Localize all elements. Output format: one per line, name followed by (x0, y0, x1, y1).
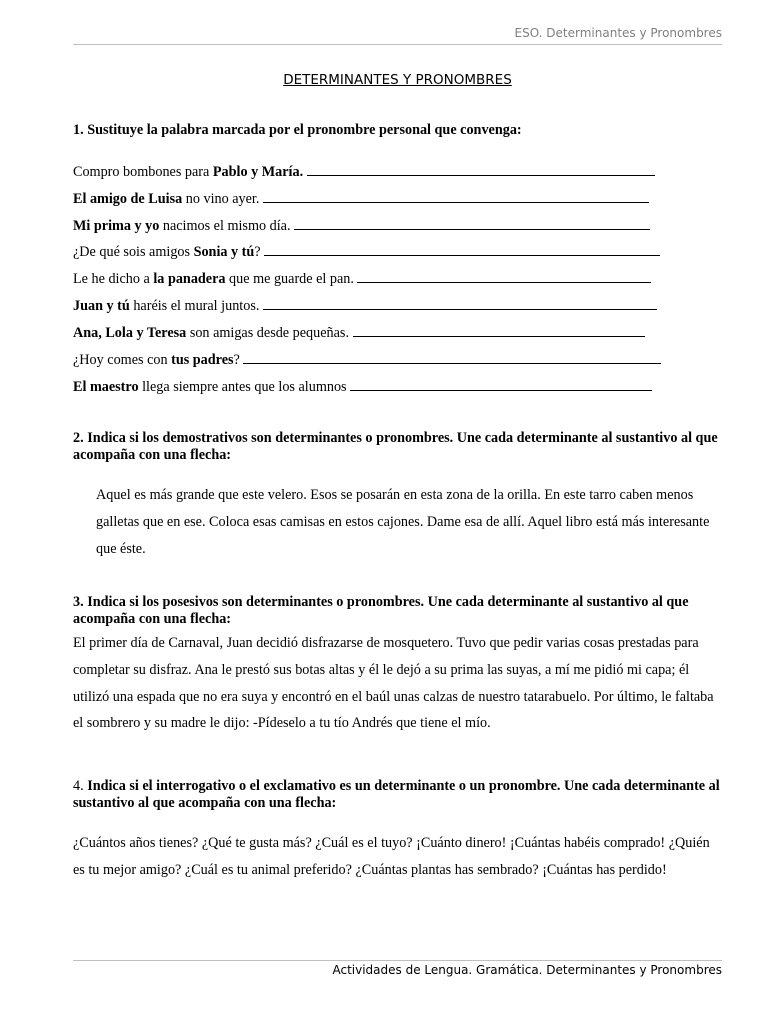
question-4-heading-text: Indica si el interrogativo o el exclamativo es un determinante o un pronombre. Une cada determinante al sustantivo al que acompaña con una flecha: (73, 778, 720, 811)
exercise-row-6 (73, 296, 679, 315)
page-title: DETERMINANTES Y PRONOMBRES (283, 72, 512, 88)
answer-blank[interactable] (294, 216, 650, 230)
row-text-post: llega siempre antes que los alumnos (138, 379, 351, 395)
header-divider (73, 44, 722, 45)
exercise-row-3 (73, 216, 679, 235)
row-text-pre: ¿Hoy comes con (73, 352, 172, 368)
question-1-heading: 1. Sustituye la palabra marcada por el pronombre personal que convenga: (73, 122, 522, 138)
exercise-row-4 (73, 242, 679, 261)
exercise-row-9 (73, 377, 679, 396)
question-4-heading (73, 778, 723, 812)
exercise-row-1 (73, 162, 679, 181)
row-text-bold: la panadera (153, 271, 226, 287)
answer-blank[interactable] (350, 377, 652, 391)
answer-blank[interactable] (353, 323, 645, 337)
exercise-row-5 (73, 269, 679, 288)
question-2-heading: 2. Indica si los demostrativos son determinantes o pronombres. Une cada determinante al sustantivo al que acompaña con una flecha: (73, 430, 718, 463)
answer-blank[interactable] (263, 296, 657, 310)
question-2-text: Aquel es más grande que este velero. Esos se posarán en esta zona de la orilla. En este tarro caben menos galletas que en ese. Coloca esas camisas en estos cajones. Dame esa de allí. Aquel libro está más interesante que éste. (96, 487, 710, 557)
row-text-post: haréis el mural juntos. (129, 298, 263, 314)
exercise-row-2 (73, 189, 679, 208)
answer-blank[interactable] (263, 189, 649, 203)
question-3-text: El primer día de Carnaval, Juan decidió disfrazarse de mosquetero. Tuvo que pedir varias cosas prestadas para completar su disfraz. Ana le prestó sus botas altas y él le dejó a su prima las suyas, a mí me pidió mi capa; él utilizó una espada que no era suya y encontró en el baúl unas calzas de nuestro tatarabuelo. Por último, le faltaba el sombrero y su madre le dijo: -Pídeselo a tu tío Andrés que tiene el mío. (73, 635, 714, 732)
row-text-pre: ¿De qué sois amigos (73, 244, 194, 260)
row-text-bold: Mi prima y yo (73, 218, 160, 234)
exercise-row-7 (73, 323, 679, 342)
question-4-number: 4. (73, 778, 88, 794)
row-text-bold: El maestro (73, 379, 139, 395)
row-text-post: no vino ayer. (182, 191, 263, 207)
page-footer: Actividades de Lengua. Gramática. Determinantes y Pronombres (332, 963, 722, 977)
row-text-bold: El amigo de Luisa (73, 191, 183, 207)
row-text-post: son amigas desde pequeñas. (186, 325, 353, 341)
row-text-bold: tus padres (171, 352, 234, 368)
row-text-bold: Juan y tú (73, 298, 130, 314)
answer-blank[interactable] (357, 269, 651, 283)
row-text-post: ? (254, 244, 265, 260)
row-text-bold: Ana, Lola y Teresa (73, 325, 187, 341)
question-4-text: ¿Cuántos años tienes? ¿Qué te gusta más? ¿Cuál es el tuyo? ¡Cuánto dinero! ¡Cuántas habéis comprado! ¿Quién es tu mejor amigo? ¿Cuál es tu animal preferido? ¿Cuántas plantas has sembrado? ¡Cuántas has perdido! (73, 835, 710, 878)
row-text-pre: Compro bombones para (73, 164, 213, 180)
question-3-heading: 3. Indica si los posesivos son determinantes o pronombres. Une cada determinante al sustantivo al que acompaña con una flecha: (73, 594, 689, 627)
row-text-post: ? (233, 352, 244, 368)
footer-divider (73, 960, 722, 961)
row-text-post: que me guarde el pan. (225, 271, 358, 287)
row-text-post: nacimos el mismo día. (159, 218, 295, 234)
answer-blank[interactable] (264, 242, 660, 256)
row-text-bold: Sonia y tú (193, 244, 255, 260)
answer-blank[interactable] (243, 350, 661, 364)
row-text-pre: Le he dicho a (73, 271, 154, 287)
exercise-row-8 (73, 350, 679, 369)
row-text-bold: Pablo y María. (212, 164, 304, 180)
answer-blank[interactable] (307, 162, 655, 176)
page-header: ESO. Determinantes y Pronombres (514, 26, 722, 40)
